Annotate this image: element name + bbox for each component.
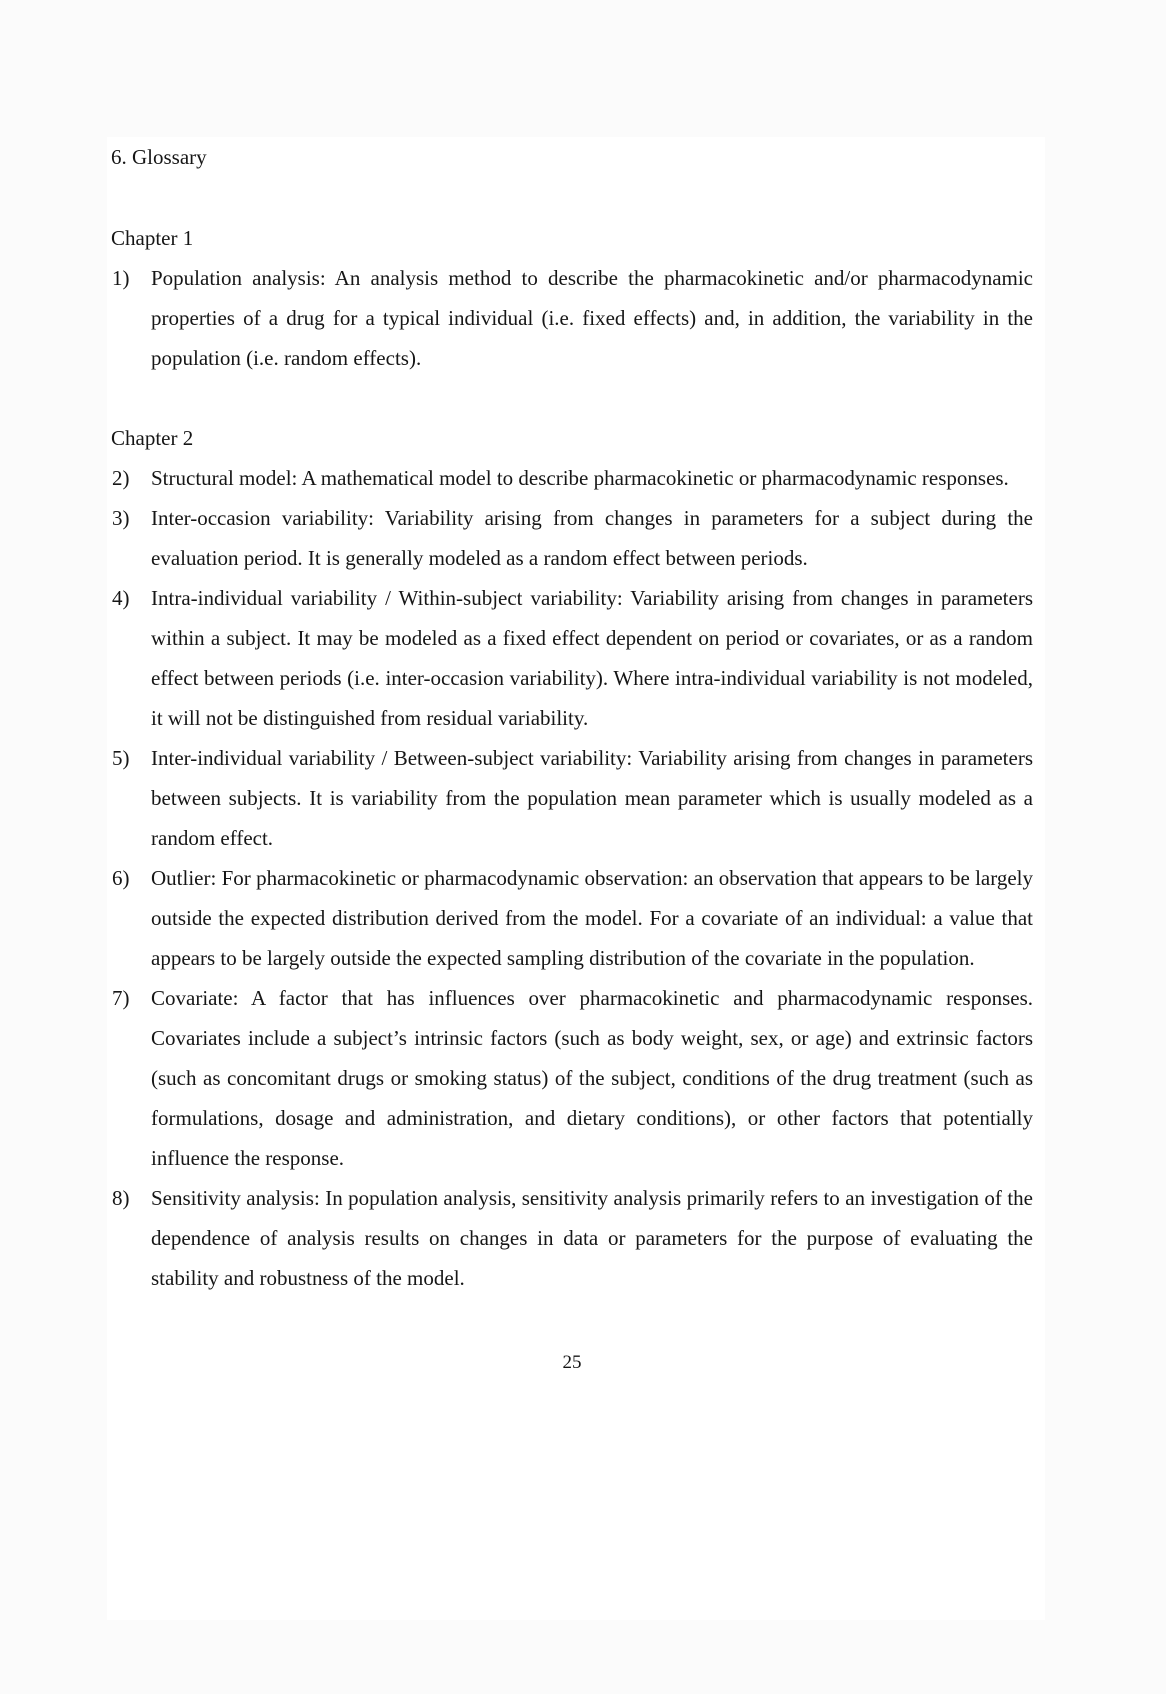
item-1-number: 1) (112, 266, 130, 290)
glossary-item-6 (111, 858, 1033, 978)
item-3-number: 3) (112, 506, 130, 530)
item-8-text: Sensitivity analysis: In population analysis, sensitivity analysis primarily refers to an investigation of the dependence of analysis results on changes in data or parameters for the purpose of evaluating the stability and robustness of the model. (151, 1186, 1033, 1290)
item-2-number: 2) (112, 466, 130, 490)
glossary-item-2 (111, 458, 1033, 498)
page-title: 6. Glossary (111, 145, 207, 169)
item-6-number: 6) (112, 866, 130, 890)
chapter-1-heading: Chapter 1 (111, 226, 194, 250)
glossary-item-4 (111, 578, 1033, 738)
glossary-item-8 (111, 1178, 1033, 1298)
chapter-2-heading: Chapter 2 (111, 426, 194, 450)
glossary-item-1 (111, 258, 1033, 378)
glossary-item-7 (111, 978, 1033, 1178)
page-number: 25 (562, 1352, 582, 1373)
item-5-number: 5) (112, 746, 130, 770)
item-3-text: Inter-occasion variability: Variability arising from changes in parameters for a subject during the evaluation period. It is generally modeled as a random effect between periods. (151, 506, 1033, 570)
item-6-text: Outlier: For pharmacokinetic or pharmacodynamic observation: an observation that appears to be largely outside the expected distribution derived from the model. For a covariate of an individual: a value that appears to be largely outside the expected sampling distribution of the covariate in the population. (151, 866, 1033, 970)
item-4-text: Intra-individual variability / Within-subject variability: Variability arising from changes in parameters within a subject. It may be modeled as a fixed effect dependent on period or covariates, or as a random effect between periods (i.e. inter-occasion variability). Where intra-individual variability is not modeled, it will not be distinguished from residual variability. (151, 586, 1033, 730)
item-1-text: Population analysis: An analysis method to describe the pharmacokinetic and/or pharmacodynamic properties of a drug for a typical individual (i.e. fixed effects) and, in addition, the variability in the population (i.e. random effects). (151, 266, 1033, 370)
item-2-text: Structural model: A mathematical model to describe pharmacokinetic or pharmacodynamic responses. (151, 466, 1009, 490)
item-5-text: Inter-individual variability / Between-subject variability: Variability arising from changes in parameters between subjects. It is variability from the population mean parameter which is usually modeled as a random effect. (151, 746, 1033, 850)
item-4-number: 4) (112, 586, 130, 610)
item-7-text: Covariate: A factor that has influences over pharmacokinetic and pharmacodynamic responses. Covariates include a subject’s intrinsic factors (such as body weight, sex, or age) and extrinsic factors (such as concomitant drugs or smoking status) of the subject, conditions of the drug treatment (such as formulations, dosage and administration, and dietary conditions), or other factors that potentially influence the response. (151, 986, 1033, 1170)
glossary-item-5 (111, 738, 1033, 858)
item-8-number: 8) (112, 1186, 130, 1210)
document-page-surface (107, 137, 1045, 1620)
item-7-number: 7) (112, 986, 130, 1010)
glossary-item-3 (111, 498, 1033, 578)
